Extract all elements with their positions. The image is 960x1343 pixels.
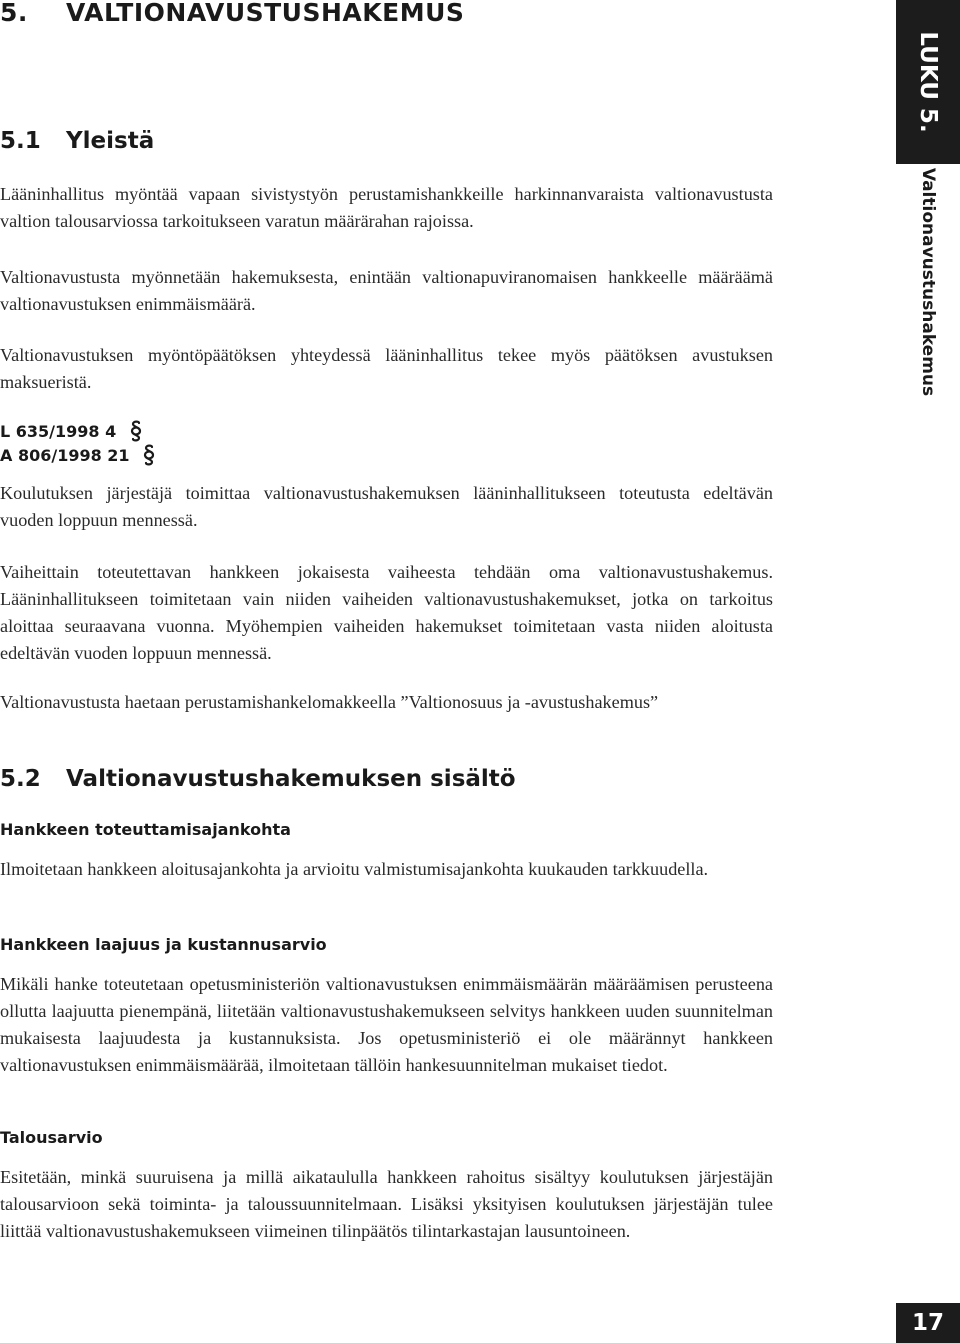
chapter-title [0, 0, 464, 27]
paragraph: Ilmoitetaan hankkeen aloitusajankohta ja arvioitu valmistumisajankohta kuukauden tarkkuudella. [0, 859, 709, 879]
subsection-heading: Talousarvio [0, 1128, 103, 1147]
paragraph: Koulutuksen järjestäjä toimittaa valtionavustushakemuksen lääninhallitukseen toteutusta edeltävän vuoden loppuun mennessä. [0, 483, 773, 530]
chapter-title-text: VALTIONAVUSTUSHAKEMUS [66, 0, 465, 27]
paragraph: Mikäli hanke toteutetaan opetusministeriön valtionavustuksen enimmäismäärän määräämisen perusteena ollutta laajuutta pienempänä, liitetään valtionavustushakemukseen selvitys hankkeen uuden suunnitelman mukaisesta laajuudesta ja kustannuksista. Jos opetusministeriö ei ole määrännyt hankkeen valtionavustuksen enimmäismäärää, ilmoitetaan tällöin hankesuunnitelman mukaiset tiedot. [0, 974, 773, 1075]
section-heading-5-1 [0, 128, 154, 154]
paragraph-sign-icon [130, 420, 142, 442]
paragraph: Valtionavustuksen myöntöpäätöksen yhteydessä lääninhallitus tekee myös päätöksen avustuksen maksueristä. [0, 345, 773, 392]
page-number: 17 [896, 1303, 960, 1343]
section-number: 5.2 [0, 766, 41, 792]
paragraph: Valtionavustusta haetaan perustamishankelomakkeella ”Valtionosuus ja -avustushakemus” [0, 692, 659, 712]
law-reference [0, 442, 155, 469]
chapter-number: 5. [0, 0, 28, 27]
section-number: 5.1 [0, 128, 41, 154]
section-title: Yleistä [66, 128, 155, 154]
side-running-title: Valtionavustushakemus [918, 167, 938, 397]
paragraph: Esitetään, minkä suuruisena ja millä aikataululla hankkeen rahoitus sisältyy koulutuksen järjestäjän talousarvioon sekä toiminta- ja taloussuunnitelmaan. Lisäksi yksityisen koulutuksen järjestäjän tulee liittää valtionavustushakemukseen viimeinen tilinpäätös tilintarkastajan lausuntoineen. [0, 1167, 773, 1241]
paragraph: Vaiheittain toteutettavan hankkeen jokaisesta vaiheesta tehdään oma valtionavustushakemus. Lääninhallitukseen toimitetaan vain niiden vaiheiden valtionavustushakemukset, jotka on tarkoitus aloittaa seuraavana vuonna. Myöhempien vaiheiden hakemukset toimitetaan vasta niiden aloitusta edeltävän vuoden loppuun mennessä. [0, 562, 773, 663]
subsection-heading: Hankkeen toteuttamisajankohta [0, 820, 291, 839]
law-reference-text: A 806/1998 21 [0, 446, 130, 465]
paragraph-sign-icon [143, 444, 155, 466]
subsection-heading: Hankkeen laajuus ja kustannusarvio [0, 935, 327, 954]
chapter-side-tab-label: LUKU 5. [915, 31, 941, 133]
section-heading-5-2 [0, 766, 516, 792]
paragraph: Lääninhallitus myöntää vapaan sivistystyön perustamishankkeille harkinnanvaraista valtionavustusta valtion talousarviossa tarkoitukseen varatun määrärahan rajoissa. [0, 184, 773, 231]
law-reference-text: L 635/1998 4 [0, 422, 117, 441]
section-title: Valtionavustushakemuksen sisältö [66, 766, 516, 792]
paragraph: Valtionavustusta myönnetään hakemuksesta, enintään valtionapuviranomaisen hankkeelle määräämä valtionavustuksen enimmäismäärä. [0, 267, 773, 314]
law-reference [0, 418, 142, 445]
